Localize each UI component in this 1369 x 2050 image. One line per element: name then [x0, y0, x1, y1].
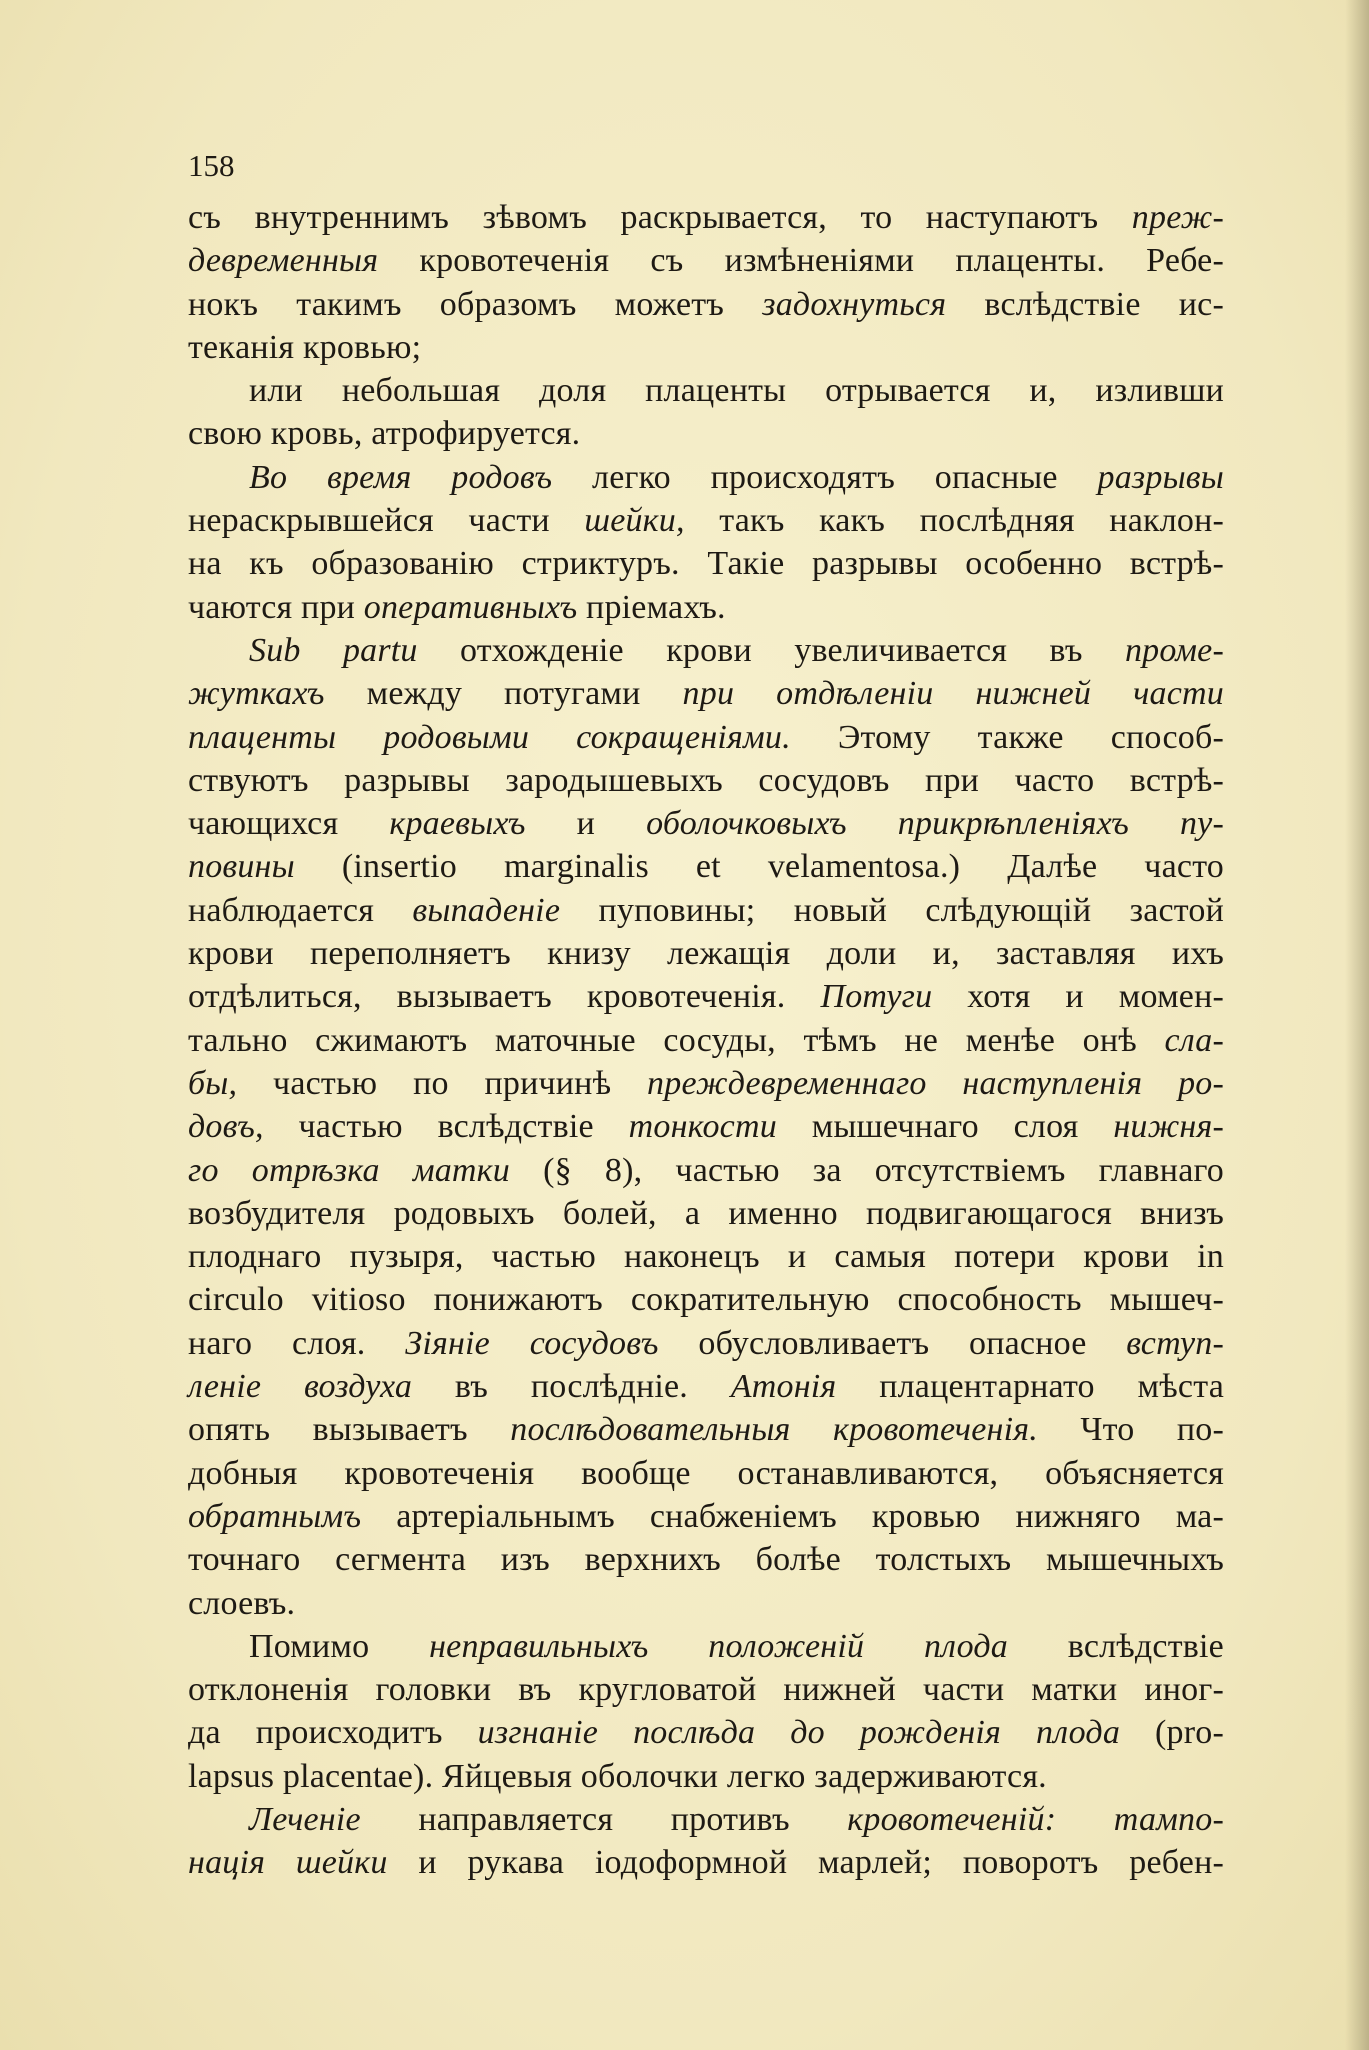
italic-text: Леченіе	[249, 1800, 361, 1838]
body-text	[188, 196, 1224, 1885]
text-line	[188, 932, 1224, 975]
text-run: съ внутреннимъ зѣвомъ раскрывается, то наступаютъ	[188, 199, 1132, 236]
text-run: нераскрывшейся части	[188, 502, 585, 540]
text-line	[188, 759, 1224, 802]
text-run: мышечнаго слоя	[776, 1108, 1114, 1146]
text-run: легко происходятъ опасные	[552, 458, 1098, 496]
italic-text: го отрѣзка матки	[188, 1151, 510, 1189]
text-run: частью по причинѣ	[237, 1064, 648, 1102]
italic-text: леніе воздуха	[188, 1368, 413, 1406]
italic-text: девременныя	[188, 242, 379, 280]
page-number: 158	[188, 148, 235, 183]
text-line	[188, 1019, 1224, 1062]
text-line	[188, 326, 1224, 369]
text-line	[188, 1582, 1224, 1625]
italic-text: задохнуться	[762, 285, 947, 323]
text-line	[188, 1495, 1224, 1538]
text-run: или небольшая доля плаценты отрывается и, изливши	[249, 372, 1224, 410]
text-run: между потугами	[324, 675, 683, 713]
italic-text: Sub partu	[249, 631, 418, 669]
text-run: Что по-	[1037, 1411, 1225, 1449]
italic-text: краевыхъ	[389, 805, 526, 843]
italic-text: оперативныхъ	[363, 588, 578, 626]
italic-text: сла-	[1164, 1021, 1224, 1059]
text-run: обусловливаетъ опасное	[658, 1324, 1127, 1362]
text-run: кровотеченія съ измѣненіями плаценты. Ребе-	[378, 242, 1224, 280]
text-line	[188, 1149, 1224, 1192]
text-line	[188, 1408, 1224, 1451]
text-run: на къ образованію стриктуръ. Такіе разрывы особенно встрѣ-	[188, 545, 1224, 583]
italic-text: неправильныхъ положеній плода	[429, 1627, 1008, 1665]
italic-text: Потуги	[820, 978, 933, 1016]
italic-text: Атонія	[730, 1368, 837, 1406]
text-run: хотя и момен-	[932, 978, 1225, 1016]
text-run: Помимо	[249, 1627, 430, 1665]
text-run: возбудителя родовыхъ болей, а именно подвигающагося внизъ	[188, 1194, 1224, 1232]
text-line	[188, 1278, 1224, 1321]
italic-text: Во время родовъ	[249, 458, 553, 496]
page-edge-shadow	[1345, 0, 1369, 2050]
italic-text: оболочковыхъ прикрѣпленіяхъ пу-	[646, 805, 1224, 843]
text-line	[188, 499, 1224, 542]
text-line	[188, 975, 1224, 1018]
text-line	[188, 845, 1224, 888]
text-run: lapsus placentae). Яйцевыя оболочки легко задерживаются.	[188, 1757, 1047, 1795]
italic-text: при отдѣленіи нижней части	[682, 675, 1224, 713]
italic-text: выпаденіе	[412, 891, 561, 929]
text-line	[188, 1235, 1224, 1278]
italic-text: бы,	[188, 1064, 238, 1102]
text-run: (§ 8), частью за отсутствіемъ главнаго	[509, 1151, 1224, 1189]
italic-text: послѣдовательныя кровотеченія.	[510, 1411, 1038, 1449]
text-line	[188, 1625, 1224, 1668]
text-run: крови переполняетъ книзу лежащія доли и, заставляя ихъ	[188, 935, 1224, 973]
text-run: текaнія кровью;	[188, 328, 422, 366]
text-run: тально сжимаютъ маточные сосуды, тѣмъ не менѣе онѣ	[188, 1021, 1165, 1059]
text-run: плоднаго пузыря, частью наконецъ и самыя потери крови in	[188, 1238, 1224, 1276]
text-line	[188, 1668, 1224, 1711]
text-run: частью вслѣдствіе	[263, 1108, 629, 1146]
text-line	[188, 239, 1224, 282]
text-line	[188, 1192, 1224, 1235]
text-run: плацентарнато мѣста	[836, 1368, 1224, 1406]
text-line	[188, 456, 1224, 499]
text-run: вслѣдствіе ис-	[946, 285, 1224, 323]
text-run: направляется противъ	[360, 1800, 848, 1838]
text-run: въ послѣдніе.	[412, 1368, 731, 1406]
italic-text: Зіяніе сосудовъ	[405, 1324, 659, 1362]
text-run: пріемахъ.	[577, 588, 726, 626]
text-run: circulo vitioso понижаютъ сократительную способность мышеч-	[188, 1281, 1224, 1319]
italic-text: плаценты родовыми сокращеніями.	[188, 718, 791, 756]
text-run: свою кровь, атрофируется.	[188, 415, 581, 453]
italic-text: жуткахъ	[188, 675, 325, 713]
text-run: и рукава іодоформной марлей; поворотъ ребен-	[387, 1844, 1224, 1882]
text-run: вслѣдствіе	[1007, 1627, 1224, 1665]
text-line	[188, 629, 1224, 672]
text-line	[188, 889, 1224, 932]
text-run: артеріальнымъ снабженіемъ кровью нижняго ма-	[361, 1497, 1224, 1535]
text-run: и	[525, 805, 647, 843]
text-run: пуповины; новый слѣдующій застой	[560, 891, 1224, 929]
text-line	[188, 1798, 1224, 1841]
text-line	[188, 1755, 1224, 1798]
text-line	[188, 542, 1224, 585]
italic-text: изгнаніе послѣда до рожденія плода	[477, 1714, 1121, 1752]
text-run: нокъ такимъ образомъ можетъ	[188, 285, 763, 323]
text-run: ствуютъ разрывы зародышевыхъ сосудовъ при часто встрѣ-	[188, 761, 1224, 799]
text-run: опять вызываетъ	[188, 1411, 511, 1449]
italic-text: довъ,	[188, 1108, 264, 1146]
text-run: чающихся	[188, 805, 390, 843]
text-line	[188, 586, 1224, 629]
italic-text: шейки,	[584, 502, 685, 540]
text-line	[188, 369, 1224, 412]
text-run: наблюдается	[188, 891, 413, 929]
text-line	[188, 802, 1224, 845]
text-line	[188, 1062, 1224, 1105]
italic-text: тонкости	[628, 1108, 777, 1146]
text-run: (insertio marginalis et velamentosa.) Далѣе часто	[294, 848, 1224, 886]
italic-text: нижня-	[1113, 1108, 1224, 1146]
text-line	[188, 196, 1224, 239]
text-run: отхожденіе крови увеличивается въ	[417, 631, 1125, 669]
text-line	[188, 1322, 1224, 1365]
text-run: точнаго сегмента изъ верхнихъ болѣе толстыхъ мышечныхъ	[188, 1541, 1224, 1579]
italic-text: вступ-	[1126, 1324, 1224, 1362]
text-run: (pro-	[1120, 1714, 1224, 1752]
text-run: отклоненія головки въ кругловатой нижней части матки иног-	[188, 1671, 1224, 1709]
italic-text: кровотеченій: тампо-	[847, 1800, 1224, 1838]
italic-text: преж-	[1131, 199, 1224, 236]
text-line	[188, 1452, 1224, 1495]
text-line	[188, 1365, 1224, 1408]
text-line	[188, 1841, 1224, 1884]
italic-text: нація шейки	[188, 1844, 388, 1882]
text-line	[188, 283, 1224, 326]
text-line	[188, 1711, 1224, 1754]
text-run: добныя кровотеченія вообще останавливаются, объясняется	[188, 1454, 1224, 1492]
italic-text: повины	[188, 848, 295, 886]
text-run: чаются при	[188, 588, 364, 626]
italic-text: обратнымъ	[188, 1497, 362, 1535]
text-run: такъ какъ послѣдняя наклон-	[684, 502, 1224, 540]
text-line	[188, 412, 1224, 455]
italic-text: проме-	[1124, 631, 1224, 669]
text-run: отдѣлиться, вызываетъ кровотеченія.	[188, 978, 821, 1016]
text-run: наго слоя.	[188, 1324, 406, 1362]
text-line	[188, 716, 1224, 759]
text-line	[188, 1105, 1224, 1148]
text-run: да происходитъ	[188, 1714, 478, 1752]
italic-text: преждевременнаго наступленія ро-	[647, 1064, 1224, 1102]
italic-text: разрывы	[1097, 458, 1224, 496]
text-line	[188, 1538, 1224, 1581]
text-run: слоевъ.	[188, 1584, 296, 1622]
text-line	[188, 672, 1224, 715]
text-run: Этому также способ-	[790, 718, 1224, 756]
